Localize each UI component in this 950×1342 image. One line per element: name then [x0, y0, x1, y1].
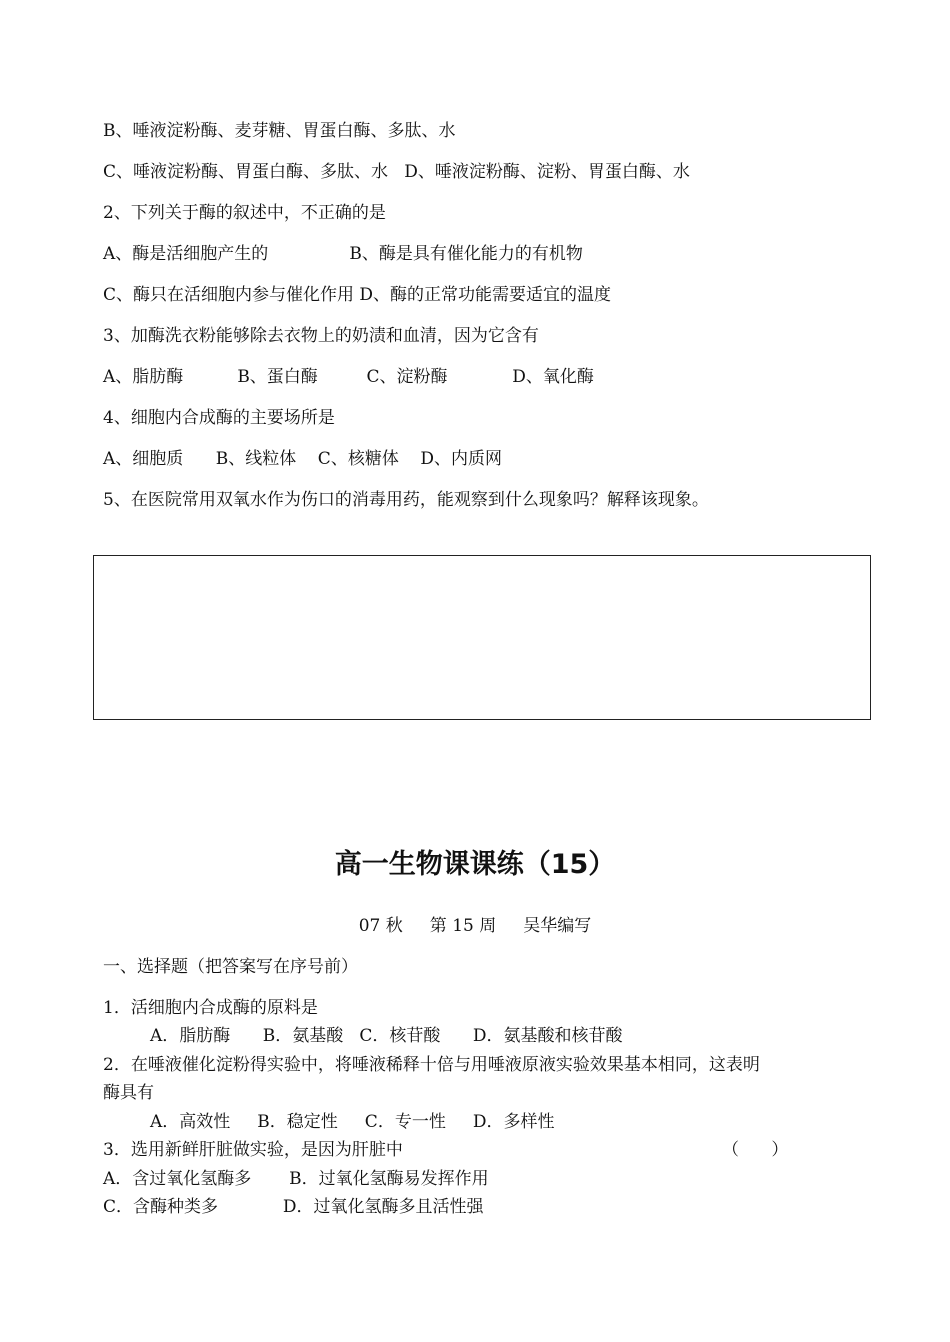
- q4-stem: 4、细胞内合成酶的主要场所是: [103, 408, 335, 428]
- q1-option-b: B、唾液淀粉酶、麦芽糖、胃蛋白酶、多肽、水: [103, 121, 456, 141]
- q2-options-ab: A、酶是活细胞产生的 B、酶是具有催化能力的有机物: [103, 244, 583, 264]
- q5-stem: 5、在医院常用双氧水作为伤口的消毒用药，能观察到什么现象吗？解释该现象。: [103, 490, 709, 510]
- p2-q2-options: A．高效性 B．稳定性 C．专一性 D．多样性: [150, 1112, 555, 1132]
- p2-q3-stem: 3．选用新鲜肝脏做实验，是因为肝脏中: [103, 1140, 403, 1160]
- q1-options-cd: C、唾液淀粉酶、胃蛋白酶、多肽、水 D、唾液淀粉酶、淀粉、胃蛋白酶、水: [103, 162, 690, 182]
- p2-q2-stem-line1: 2．在唾液催化淀粉得实验中，将唾液稀释十倍与用唾液原液实验效果基本相同，这表明: [103, 1055, 760, 1075]
- page-title: 高一生物课课练（15）: [334, 849, 616, 880]
- q3-options: A、脂肪酶 B、蛋白酶 C、淀粉酶 D、氧化酶: [103, 367, 594, 387]
- answer-box: [93, 555, 871, 720]
- section-heading: 一、选择题（把答案写在序号前）: [103, 957, 358, 977]
- q4-options: A、细胞质 B、线粒体 C、核糖体 D、内质网: [103, 449, 503, 469]
- q3-stem: 3、加酶洗衣粉能够除去衣物上的奶渍和血清，因为它含有: [103, 326, 539, 346]
- p2-q1-stem: 1．活细胞内合成酶的原料是: [103, 998, 318, 1018]
- q2-stem: 2、下列关于酶的叙述中，不正确的是: [103, 203, 386, 223]
- p2-q1-options: A．脂肪酶 B．氨基酸 C．核苷酸 D．氨基酸和核苷酸: [150, 1026, 623, 1046]
- p2-q3-options-cd: C．含酶种类多 D．过氧化氢酶多且活性强: [103, 1197, 484, 1217]
- p2-q3-options-ab: A．含过氧化氢酶多 B．过氧化氢酶易发挥作用: [103, 1169, 489, 1189]
- p2-q2-stem-line2: 酶具有: [103, 1083, 154, 1103]
- q2-options-cd: C、酶只在活细胞内参与催化作用 D、酶的正常功能需要适宜的温度: [103, 285, 612, 305]
- answer-parentheses: （ ）: [722, 1140, 789, 1160]
- subtitle: 07 秋 第 15 周 吴华编写: [358, 916, 592, 936]
